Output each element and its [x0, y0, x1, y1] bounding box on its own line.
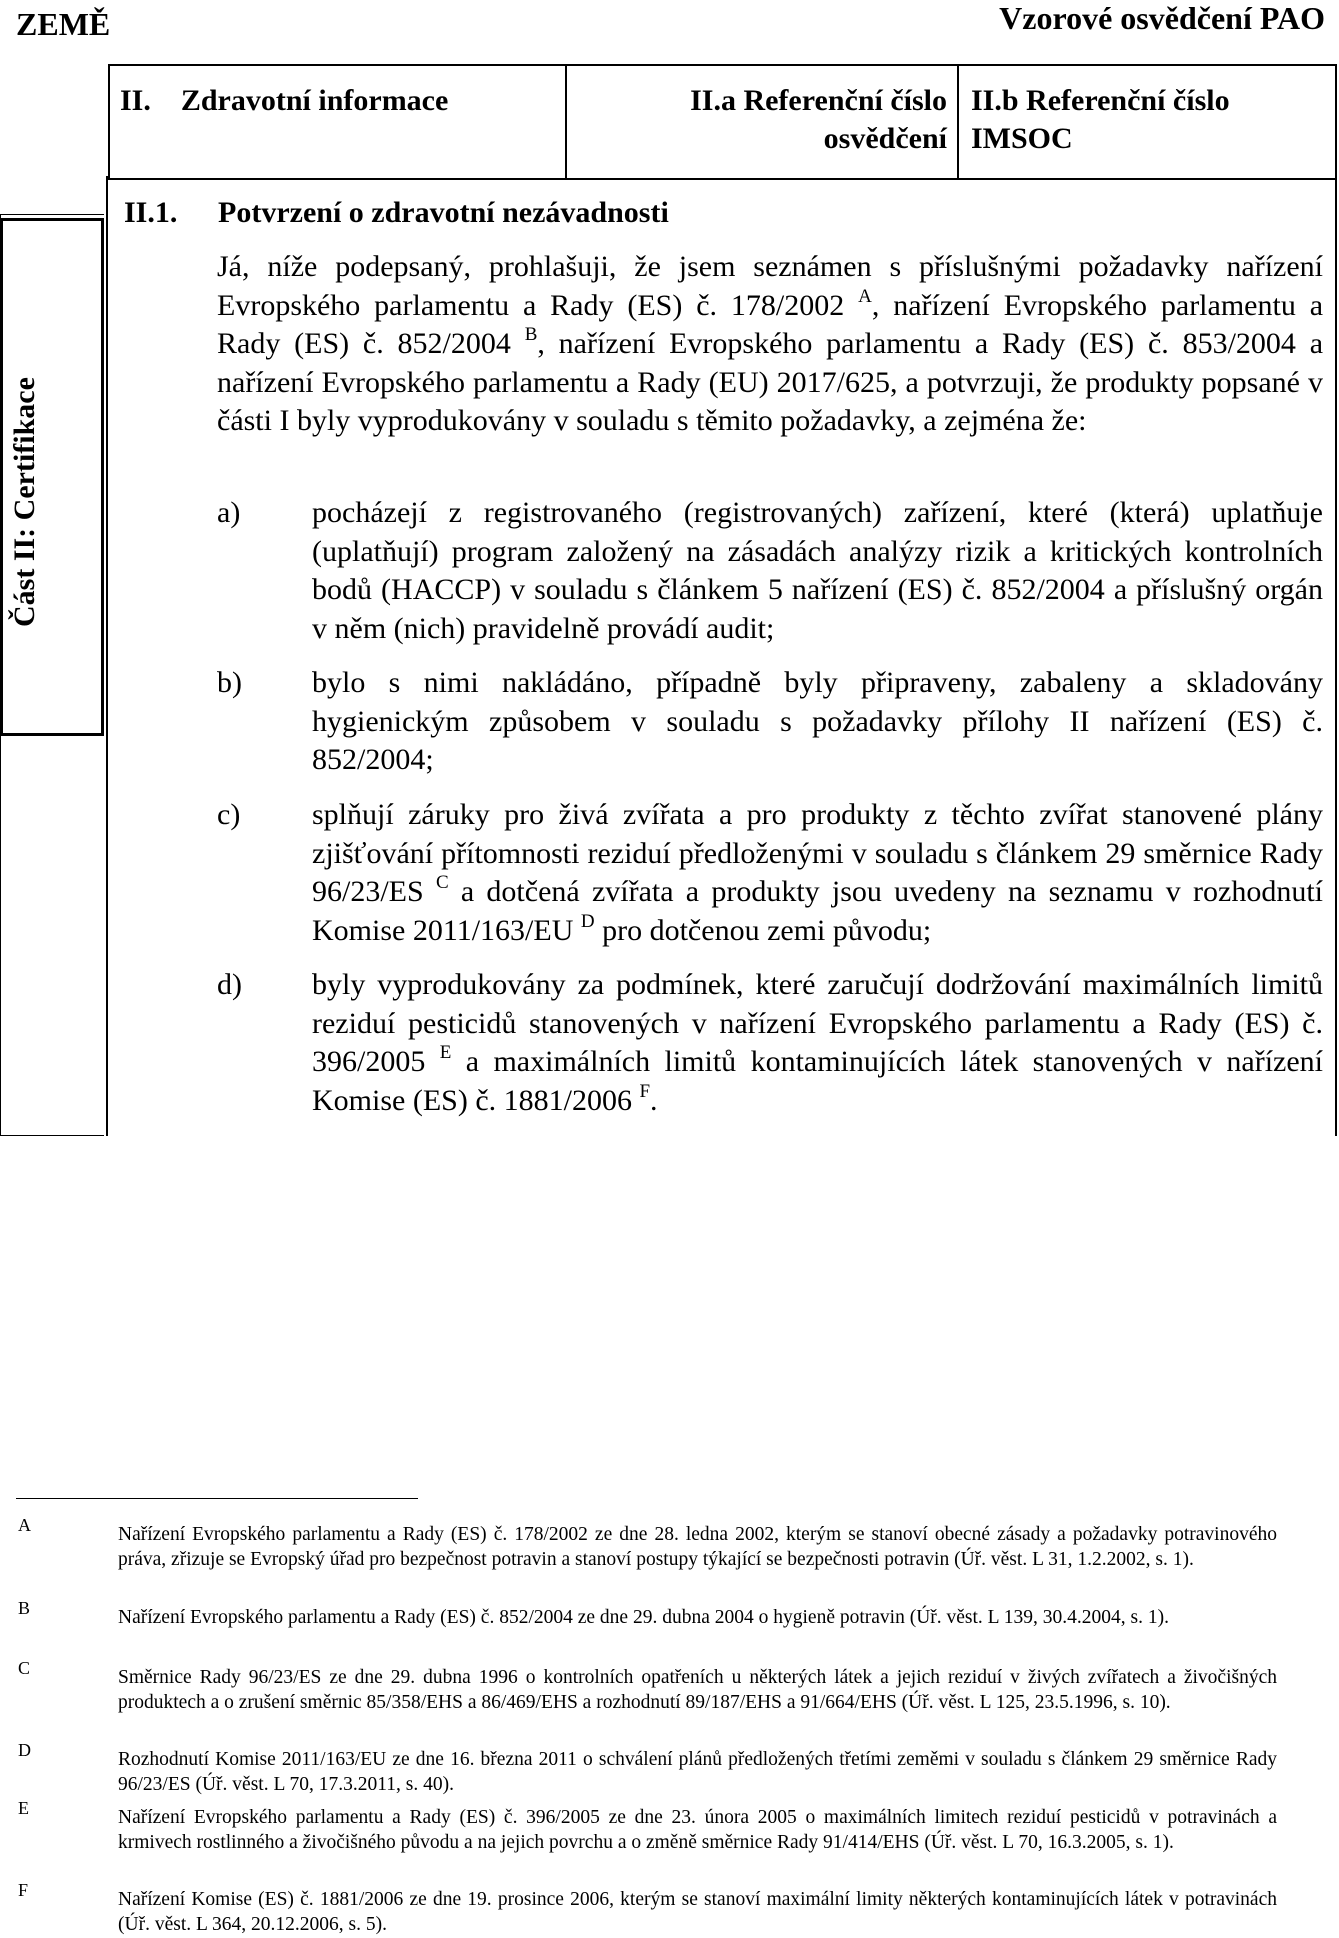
item-c-text-1: splňují záruky pro živá zvířata a pro produkty z těchto zvířat stanovené plány zjišťování přítomnosti reziduí předloženými v souladu s článkem 29 směrnice Rady 96/23/ES — [312, 798, 1323, 908]
section-left-border — [106, 176, 108, 1136]
footnote-text: Nařízení Evropského parlamentu a Rady (ES) č. 396/2005 ze dne 23. února 2005 o maximálních limitech reziduí pesticidů v potravinách a krmivech rostlinného a živočišného původu a na jejich povrchu a o změně směrnice Rady 91/414/EHS (Úř. věst. L 70, 16.3.2005, s. 1). — [118, 1807, 1277, 1853]
list-item-text — [312, 796, 1323, 950]
section-right-border — [1335, 176, 1337, 1136]
list-marker: c) — [217, 798, 241, 831]
footnote-text: Směrnice Rady 96/23/ES ze dne 29. dubna 1996 o kontrolních opatřeních u některých látek a jejich reziduí v živých zvířatech a živočišných produktech a o zrušení směrnic 85/358/EHS a 86/469/EHS a rozhodnutí 89/187/EHS a 91/664/EHS (Úř. věst. L 125, 23.5.1996, s. 10). — [118, 1667, 1277, 1713]
header-cell-certificate-ref — [567, 66, 959, 178]
header-cell-health-info — [110, 66, 567, 178]
intro-text-2: , nařízení Evropského parlamentu a Rady (ES) č. 852/2004 — [217, 288, 1324, 360]
footnote-label: E — [18, 1798, 29, 1818]
footnote-label: D — [18, 1740, 31, 1760]
header-certificate-ref-label: II.a Referenční číslo osvědčení — [690, 84, 947, 155]
footnote-ref-a: A — [858, 285, 872, 307]
header-health-info-label: II. Zdravotní informace — [120, 84, 449, 117]
footnote-text: Nařízení Komise (ES) č. 1881/2006 ze dne 19. prosince 2006, kterým se stanoví maximální limity některých kontaminujících látek v potravinách (Úř. věst. L 364, 20.12.2006, s. 5). — [118, 1889, 1277, 1935]
footnote-separator — [16, 1498, 418, 1499]
footnote-text: Nařízení Evropského parlamentu a Rady (ES) č. 178/2002 ze dne 28. ledna 2002, kterým se stanoví obecné zásady a požadavky potravinového práva, zřizuje se Evropský úřad pro bezpečnost potravin a stanoví postupy týkající se bezpečnosti potravin (Úř. věst. L 31, 1.2.2002, s. 1). — [118, 1524, 1277, 1570]
footnote-ref-d: D — [580, 910, 595, 932]
footnote-ref-e: E — [439, 1042, 452, 1063]
item-c-text-2: a dotčená zvířata a produkty jsou uvedeny na seznamu v rozhodnutí Komise 2011/163/EU — [312, 875, 1324, 947]
list-item-c — [217, 796, 1323, 950]
list-marker: b) — [217, 666, 242, 699]
list-item-text — [312, 966, 1323, 1120]
item-c-text-3: pro dotčenou zemi původu; — [594, 913, 932, 947]
footnote-text: Rozhodnutí Komise 2011/163/EU ze dne 16. března 2011 o schválení plánů předložených třetími zeměmi v souladu s článkem 29 směrnice Rady 96/23/ES (Úř. věst. L 70, 17.3.2011, s. 40). — [118, 1749, 1277, 1795]
side-bottom-rule — [0, 1135, 104, 1136]
list-item-b — [217, 664, 1323, 780]
list-marker: a) — [217, 496, 241, 529]
intro-text-3: , nařízení Evropského parlamentu a Rady (ES) č. 853/2004 a nařízení Evropského parlamentu a Rady (EU) 2017/625, a potvrzuji, že produkty popsané v části I byly vyprodukovány v souladu s těmito požadavky, a zejména že: — [217, 327, 1324, 437]
list-item-a — [217, 494, 1323, 648]
certificate-type-heading: Vzorové osvědčení PAO — [999, 0, 1325, 36]
list-marker: d) — [217, 968, 242, 1001]
list-item-text: pocházejí z registrovaného (registrovaných) zařízení, které (která) uplatňuje (uplatňují) program založený na zásadách analýzy rizik a kritických kontrolních bodů (HACCP) v souladu s článkem 5 nařízení (ES) č. 852/2004 a příslušný orgán v něm (nich) pravidelně provádí audit; — [312, 496, 1323, 645]
footnote-label: A — [18, 1515, 31, 1535]
footnote-ref-c: C — [435, 872, 449, 893]
item-d-text-1: byly vyprodukovány za podmínek, které zaručují dodržování maximálních limitů reziduí pesticidů stanovených v nařízení Evropského parlamentu a Rady (ES) č. 396/2005 — [312, 968, 1323, 1078]
list-item-d — [217, 966, 1323, 1120]
side-top-rule — [0, 214, 104, 215]
item-d-text-3: . — [650, 1083, 658, 1117]
header-imsoc-ref-label: II.b Referenční číslo IMSOC — [971, 84, 1230, 155]
footnote-text: Nařízení Evropského parlamentu a Rady (ES) č. 852/2004 ze dne 29. dubna 2004 o hygieně potravin (Úř. věst. L 139, 30.4.2004, s. 1). — [118, 1607, 1169, 1628]
country-heading: ZEMĚ — [16, 6, 111, 42]
intro-paragraph — [217, 248, 1323, 441]
section-number: II.1. — [124, 196, 178, 229]
item-d-text-2: a maximálních limitů kontaminujících látek stanovených v nařízení Komise (ES) č. 1881/2006 — [312, 1045, 1323, 1117]
side-label: Část II: Certifikace — [8, 377, 41, 627]
header-cell-imsoc-ref — [961, 66, 1331, 178]
footnote-label: B — [18, 1598, 31, 1618]
list-item-text: bylo s nimi nakládáno, případně byly připraveny, zabaleny a skladovány hygienickým způsobem v souladu s požadavky přílohy II nařízení (ES) č. 852/2004; — [312, 666, 1323, 776]
footnote-ref-f: F — [639, 1080, 651, 1102]
footnote-label: F — [18, 1880, 29, 1900]
footnote-label: C — [18, 1658, 31, 1678]
section-title: Potvrzení o zdravotní nezávadnosti — [218, 196, 669, 229]
intro-text-1: Já, níže podepsaný, prohlašuji, že jsem seznámen s příslušnými požadavky nařízení Evropského parlamentu a Rady (ES) č. 178/2002 — [217, 250, 1323, 322]
header-table — [108, 64, 1337, 180]
footnote-ref-b: B — [524, 324, 538, 345]
